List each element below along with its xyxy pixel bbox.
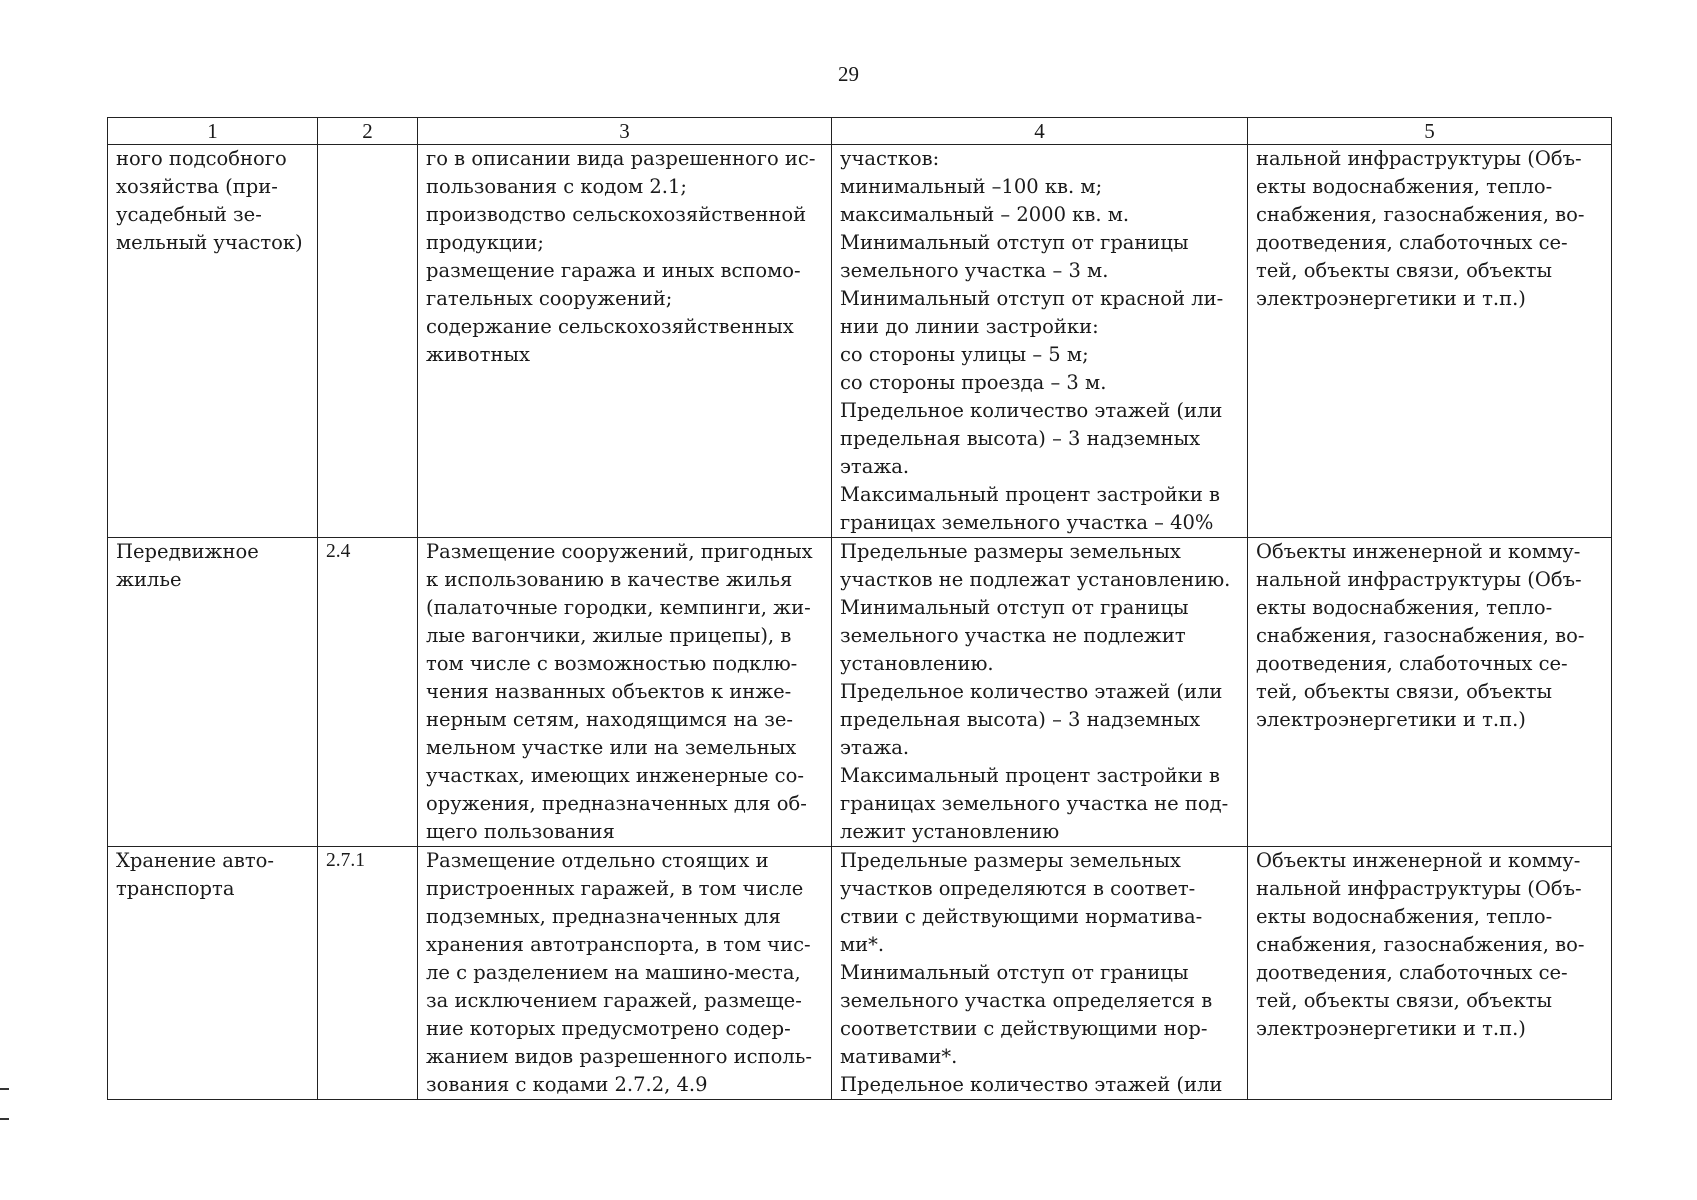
margin-mark: [0, 1088, 9, 1090]
land-use-description-cell: [418, 847, 832, 1100]
land-use-description: го в описании вида разрешенного ис- пользования с кодом 2.1; производство сельскохозяйственной продукции; размещение гаража и иных вспомо- гательных сооружений; содержание сельскохозяйственных животных: [426, 147, 816, 366]
table-header-row: [108, 118, 1612, 145]
page-number: 29: [838, 62, 859, 86]
table-row: [108, 847, 1612, 1100]
column-header-4: 4: [832, 118, 1248, 145]
land-use-name: Передвижное жилье: [116, 540, 259, 591]
land-use-name-cell: [108, 145, 318, 538]
land-use-name-cell: [108, 538, 318, 847]
land-use-code-cell: [318, 538, 418, 847]
auxiliary-uses: Объекты инженерной и комму- нальной инфраструктуры (Объ- екты водоснабжения, тепло- снабжения, газоснабжения, во- доотведения, слаботочных се- тей, объекты связи, объекты электроэнергетики и т.п.): [1256, 849, 1585, 1040]
column-header-1: 1: [108, 118, 318, 145]
land-use-description-cell: [418, 538, 832, 847]
land-use-description: Размещение сооружений, пригодных к использованию в качестве жилья (палаточные городки, кемпинги, жи- лые вагончики, жилые прицепы), в том числе с возможностью подклю- чения названных объектов к инже- нерным сетям, находящимся на зе- мельном участке или на земельных участках, имеющих инженерные со- оружения, предназначенных для об- щего пользования: [426, 540, 813, 843]
table-row: [108, 538, 1612, 847]
auxiliary-uses-cell: [1248, 538, 1612, 847]
table-row: [108, 145, 1612, 538]
land-use-description-cell: [418, 145, 832, 538]
auxiliary-uses: нальной инфраструктуры (Объ- екты водоснабжения, тепло- снабжения, газоснабжения, во- доотведения, слаботочных се- тей, объекты связи, объекты электроэнергетики и т.п.): [1256, 147, 1585, 310]
construction-parameters-cell: [832, 538, 1248, 847]
auxiliary-uses-cell: [1248, 145, 1612, 538]
construction-parameters: участков: минимальный –100 кв. м; максимальный – 2000 кв. м. Минимальный отступ от границы земельного участка – 3 м. Минимальный отступ от красной ли- нии до линии застройки: со стороны улицы – 5 м; со стороны проезда – 3 м. Предельное количество этажей (или предельная высота) – 3 надземных этажа. Максимальный процент застройки в границах земельного участка – 40%: [840, 147, 1224, 534]
land-use-description: Размещение отдельно стоящих и пристроенных гаражей, в том числе подземных, предназначенных для хранения автотранспорта, в том чис- ле с разделением на машино-места, за исключением гаражей, размеще- ние которых предусмотрено содер- жанием видов разрешенного исполь- зования с кодами 2.7.2, 4.9: [426, 849, 812, 1096]
auxiliary-uses-cell: [1248, 847, 1612, 1100]
construction-parameters-cell: [832, 145, 1248, 538]
margin-mark: [0, 1118, 9, 1120]
land-use-name-cell: [108, 847, 318, 1100]
column-header-3: 3: [418, 118, 832, 145]
land-use-code-cell: [318, 847, 418, 1100]
land-use-code: 2.4: [326, 541, 351, 562]
construction-parameters-cell: [832, 847, 1248, 1100]
auxiliary-uses: Объекты инженерной и комму- нальной инфраструктуры (Объ- екты водоснабжения, тепло- снабжения, газоснабжения, во- доотведения, слаботочных се- тей, объекты связи, объекты электроэнергетики и т.п.): [1256, 540, 1585, 731]
land-use-code-cell: [318, 145, 418, 538]
column-header-2: 2: [318, 118, 418, 145]
column-header-5: 5: [1248, 118, 1612, 145]
construction-parameters: Предельные размеры земельных участков определяются в соответ- ствии с действующими нормативa- ми*. Минимальный отступ от границы земельного участка определяется в соответствии с действующими нор- мативами*. Предельное количество этажей (или: [840, 849, 1223, 1096]
land-use-name: Хранение авто- транспорта: [116, 849, 274, 900]
construction-parameters: Предельные размеры земельных участков не подлежат установлению. Минимальный отступ от границы земельного участка не подлежит установлению. Предельное количество этажей (или предельная высота) – 3 надземных этажа. Максимальный процент застройки в границах земельного участка не под- лежит установлению: [840, 540, 1231, 843]
regulations-table: [107, 117, 1612, 1100]
land-use-code: 2.7.1: [326, 850, 365, 871]
land-use-name: ного подсобного хозяйства (при- усадебный зе- мельный участок): [116, 147, 303, 254]
